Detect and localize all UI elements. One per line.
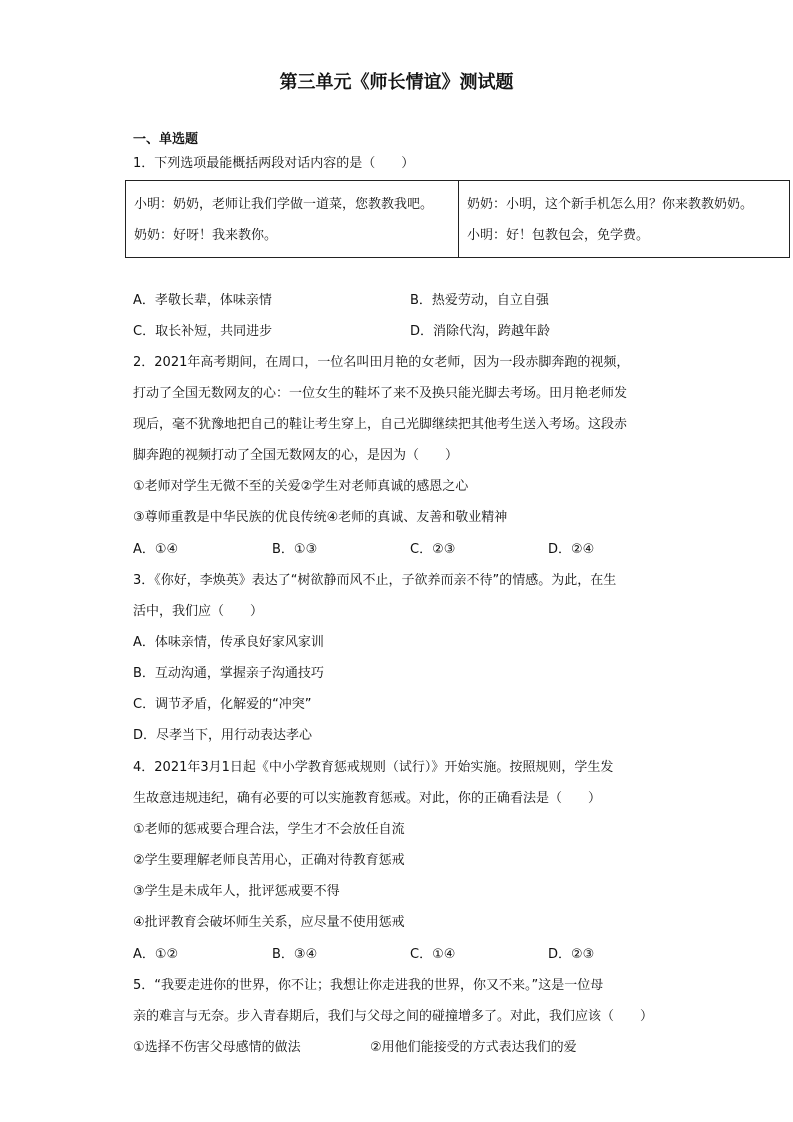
dialog-line: 小明：好！包教包会，免学费。 bbox=[467, 228, 650, 243]
option-b: B．③④ bbox=[272, 947, 318, 962]
question-2-line: 现后，毫不犹豫地把自己的鞋让考生穿上，自己光脚继续把其他考生送入考场。这段赤 bbox=[133, 417, 628, 432]
option-a: A．孝敬长辈，体味亲情 bbox=[133, 293, 272, 308]
dialog-line: 小明：奶奶，老师让我们学做一道菜，您教教我吧。 bbox=[134, 197, 434, 212]
question-1-stem: 1．下列选项最能概括两段对话内容的是（ ） bbox=[133, 156, 415, 171]
dialog-left-cell bbox=[126, 181, 459, 258]
option-d: D．消除代沟，跨越年龄 bbox=[410, 324, 551, 339]
dialog-table bbox=[125, 180, 790, 258]
option-c: C．①④ bbox=[410, 947, 456, 962]
option-a: A．①④ bbox=[133, 542, 179, 557]
question-4-line: ①老师的惩戒要合理合法，学生才不会放任自流 bbox=[133, 822, 405, 837]
question-2-line: 打动了全国无数网友的心：一位女生的鞋坏了来不及换只能光脚去考场。田月艳老师发 bbox=[133, 386, 628, 401]
question-5-line: 亲的难言与无奈。步入青春期后，我们与父母之间的碰撞增多了。对此，我们应该（ ） bbox=[133, 1009, 654, 1024]
option-a: A．①② bbox=[133, 947, 179, 962]
option-c: C．②③ bbox=[410, 542, 456, 557]
question-4-line: 生故意违规违纪，确有必要的可以实施教育惩戒。对此，你的正确看法是（ ） bbox=[133, 791, 602, 806]
question-3-line: 活中，我们应（ ） bbox=[133, 604, 264, 619]
question-3-line: 3．《你好，李焕英》表达了“树欲静而风不止，子欲养而亲不待”的情感。为此，在生 bbox=[133, 573, 617, 588]
option-d: D．尽孝当下，用行动表达孝心 bbox=[133, 728, 313, 743]
choice-1: ①选择不伤害父母感情的做法 bbox=[133, 1040, 301, 1055]
question-5-line: 5．“我要走进你的世界，你不让；我想让你走进我的世界，你又不来。”这是一位母 bbox=[133, 978, 604, 993]
option-b: B．热爱劳动，自立自强 bbox=[410, 293, 549, 308]
question-2-line: ①老师对学生无微不至的关爱②学生对老师真诚的感恩之心 bbox=[133, 479, 469, 494]
question-4-line: 4．2021年3月1日起《中小学教育惩戒规则（试行）》开始实施。按照规则，学生发 bbox=[133, 760, 614, 775]
dialog-right-cell bbox=[459, 181, 790, 258]
dialog-line: 奶奶：好呀！我来教你。 bbox=[134, 228, 278, 243]
option-b: B．互动沟通，掌握亲子沟通技巧 bbox=[133, 666, 324, 681]
option-c: C．调节矛盾，化解爱的“冲突” bbox=[133, 697, 312, 712]
option-d: D．②③ bbox=[548, 947, 595, 962]
question-2-line: 2．2021年高考期间，在周口，一位名叫田月艳的女老师，因为一段赤脚奔跑的视频， bbox=[133, 355, 630, 370]
option-d: D．②④ bbox=[548, 542, 595, 557]
page-title: 第三单元《师长情谊》测试题 bbox=[279, 72, 514, 93]
option-a: A．体味亲情，传承良好家风家训 bbox=[133, 635, 324, 650]
question-4-line: ④批评教育会破坏师生关系，应尽量不使用惩戒 bbox=[133, 915, 405, 930]
choice-2: ②用他们能接受的方式表达我们的爱 bbox=[370, 1040, 577, 1055]
question-2-line: 脚奔跑的视频打动了全国无数网友的心，是因为（ ） bbox=[133, 448, 459, 463]
question-2-line: ③尊师重教是中华民族的优良传统④老师的真诚、友善和敬业精神 bbox=[133, 510, 508, 525]
question-4-line: ③学生是未成年人，批评惩戒要不得 bbox=[133, 884, 340, 899]
dialog-line: 奶奶：小明，这个新手机怎么用？你来教教奶奶。 bbox=[467, 197, 754, 212]
option-c: C．取长补短，共同进步 bbox=[133, 324, 273, 339]
section-heading: 一、单选题 bbox=[133, 132, 199, 147]
option-b: B．①③ bbox=[272, 542, 318, 557]
question-4-line: ②学生要理解老师良苦用心，正确对待教育惩戒 bbox=[133, 853, 405, 868]
